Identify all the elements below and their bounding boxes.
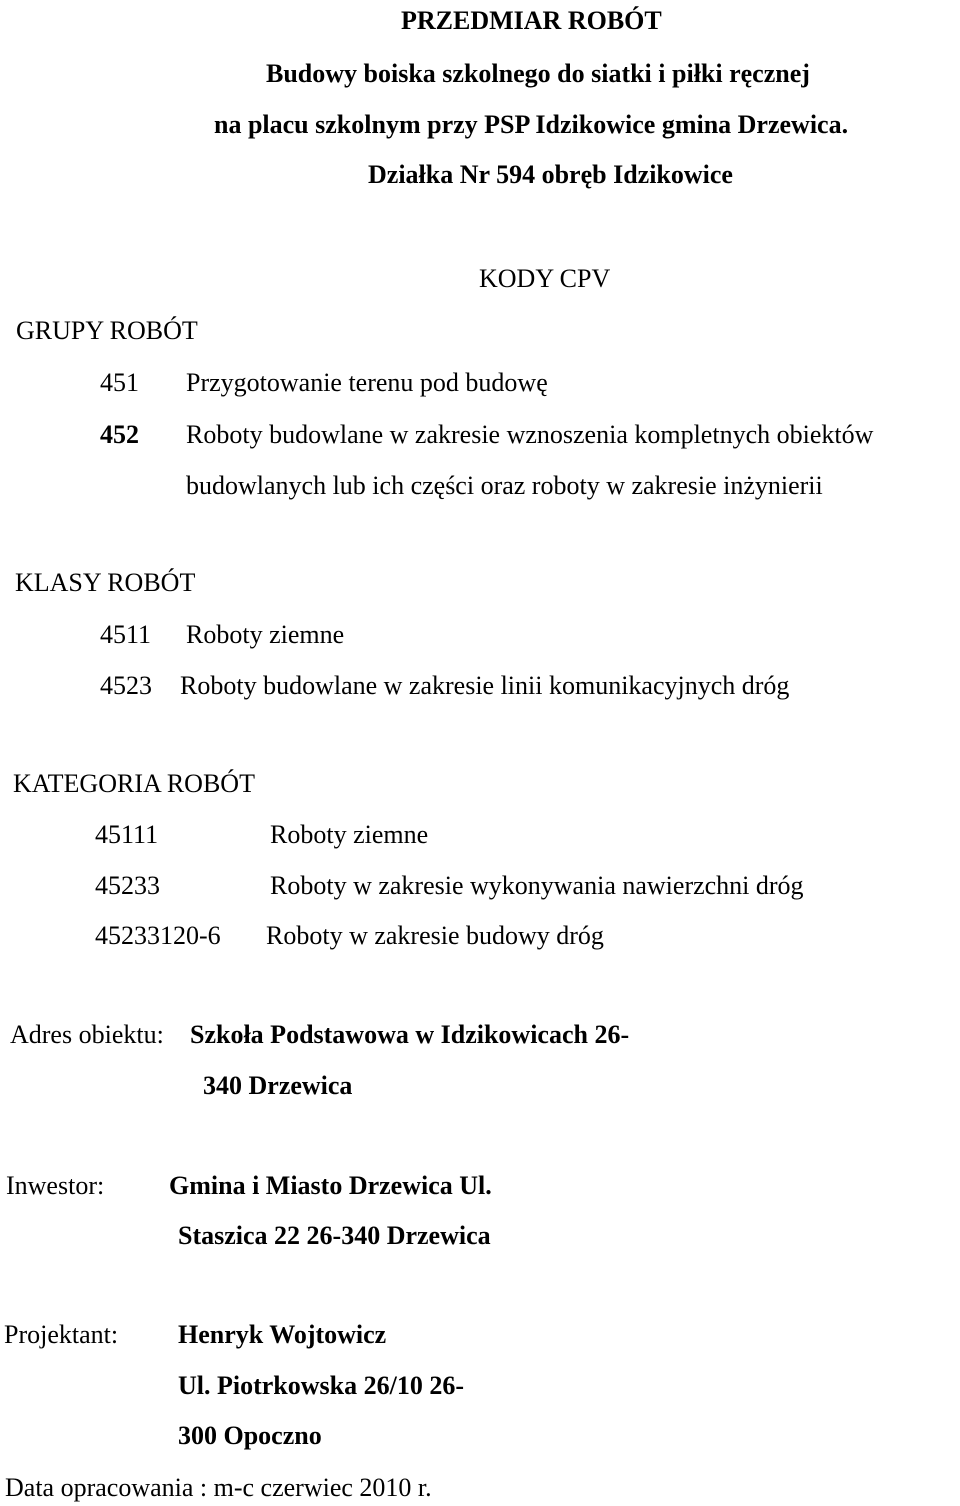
group-desc-452-line-1: Roboty budowlane w zakresie wznoszenia kompletnych obiektów xyxy=(186,420,874,449)
category-code-45233: 45233 xyxy=(95,871,160,900)
classes-heading: KLASY ROBÓT xyxy=(15,568,196,597)
category-desc-45233120-6: Roboty w zakresie budowy dróg xyxy=(266,921,604,950)
designer-label: Projektant: xyxy=(4,1320,119,1349)
group-desc-452-line-2: budowlanych lub ich części oraz roboty w zakresie inżynierii xyxy=(186,471,823,500)
category-code-45111: 45111 xyxy=(95,820,159,849)
designer-value-line-3: 300 Opoczno xyxy=(178,1421,322,1450)
group-desc-451: Przygotowanie terenu pod budowę xyxy=(186,368,548,397)
class-desc-4523: Roboty budowlane w zakresie linii komunikacyjnych dróg xyxy=(180,671,790,700)
subtitle-line-1: Budowy boiska szkolnego do siatki i piłki ręcznej xyxy=(266,59,810,88)
subtitle-line-2: na placu szkolnym przy PSP Idzikowice gmina Drzewica. xyxy=(214,110,849,139)
categories-heading: KATEGORIA ROBÓT xyxy=(13,769,255,798)
class-desc-4511: Roboty ziemne xyxy=(186,620,345,649)
group-code-452: 452 xyxy=(100,420,139,449)
address-label: Adres obiektu: xyxy=(10,1020,164,1049)
category-desc-45111: Roboty ziemne xyxy=(270,820,429,849)
class-code-4511: 4511 xyxy=(100,620,152,649)
investor-label: Inwestor: xyxy=(6,1171,105,1200)
designer-value-line-1: Henryk Wojtowicz xyxy=(178,1320,387,1349)
address-value-line-1: Szkoła Podstawowa w Idzikowicach 26- xyxy=(190,1020,630,1049)
address-value-line-2: 340 Drzewica xyxy=(203,1071,353,1100)
investor-value-line-2: Staszica 22 26-340 Drzewica xyxy=(178,1221,491,1250)
group-code-451: 451 xyxy=(100,368,139,397)
cpv-heading: KODY CPV xyxy=(479,264,611,293)
groups-heading: GRUPY ROBÓT xyxy=(16,316,198,345)
investor-value-line-1: Gmina i Miasto Drzewica Ul. xyxy=(169,1171,492,1200)
document-title: PRZEDMIAR ROBÓT xyxy=(401,6,662,35)
date-line: Data opracowania : m-c czerwiec 2010 r. xyxy=(5,1473,432,1502)
class-code-4523: 4523 xyxy=(100,671,152,700)
designer-value-line-2: Ul. Piotrkowska 26/10 26- xyxy=(178,1371,464,1400)
category-code-45233120-6: 45233120-6 xyxy=(95,921,221,950)
category-desc-45233: Roboty w zakresie wykonywania nawierzchni dróg xyxy=(270,871,804,900)
subtitle-line-3: Działka Nr 594 obręb Idzikowice xyxy=(368,160,733,189)
